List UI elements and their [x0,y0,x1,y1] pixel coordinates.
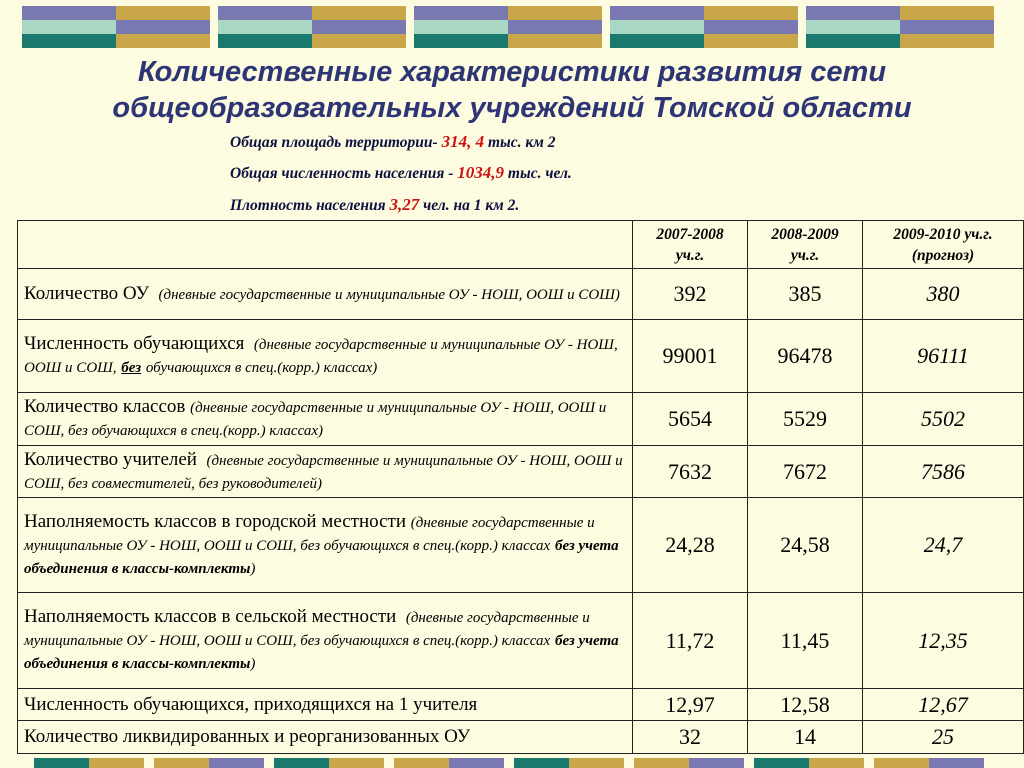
area-value: 314, 4 [441,132,485,151]
row-label: Наполняемость классов в городской местности (дневные государственные и муниципальные ОУ - НОШ, ООШ и СОШ, без обучающихся в спец.(корр.) классах без учета объединения в классы-комплекты) [18,498,633,593]
density-label: Плотность населения [230,197,386,214]
header-2008-2009: 2008-2009 уч.г. [748,221,863,269]
title-line-2: общеобразовательных учреждений Томской области [112,92,912,124]
population-label: Общая численность населения - [230,165,454,182]
row-label: Количество учителей (дневные государственные и муниципальные ОУ - НОШ, ООШ и СОШ, без совместителей, без руководителей) [18,446,633,498]
table-row [18,320,1024,393]
row-value-forecast: 380 [863,269,1024,320]
decor-tile [22,6,210,48]
row-value: 5654 [633,393,748,446]
row-value-forecast: 12,67 [863,689,1024,721]
table-row [18,498,1024,593]
table-row [18,721,1024,754]
row-value: 7632 [633,446,748,498]
row-value-forecast: 5502 [863,393,1024,446]
row-value-forecast: 7586 [863,446,1024,498]
row-value: 11,72 [633,593,748,689]
header-2009-2010: 2009-2010 уч.г. (прогноз) [863,221,1024,269]
decor-tile [610,6,798,48]
decor-tile [154,758,264,768]
row-label: Численность обучающихся, приходящихся на 1 учителя [18,689,633,721]
row-value: 11,45 [748,593,863,689]
statistics-table [17,220,1024,754]
population-info [230,163,572,183]
row-value: 99001 [633,320,748,393]
area-unit: тыс. км 2 [487,134,556,151]
table-row [18,393,1024,446]
table-row [18,689,1024,721]
row-value-forecast: 96111 [863,320,1024,393]
table-row [18,269,1024,320]
area-info [230,132,556,152]
decor-tile [34,758,144,768]
population-value: 1034,9 [457,163,505,182]
row-value: 7672 [748,446,863,498]
density-value: 3,27 [389,195,420,214]
bottom-decorative-band [0,758,1024,768]
header-2007-2008: 2007-2008 уч.г. [633,221,748,269]
page-title [0,54,1024,126]
decor-tile [414,6,602,48]
row-value: 385 [748,269,863,320]
row-label: Количество ликвидированных и реорганизованных ОУ [18,721,633,754]
row-value: 96478 [748,320,863,393]
row-value-forecast: 25 [863,721,1024,754]
row-value: 12,97 [633,689,748,721]
row-label: Численность обучающихся (дневные государственные и муниципальные ОУ - НОШ, ООШ и СОШ, без обучающихся в спец.(корр.) классах) [18,320,633,393]
row-value: 32 [633,721,748,754]
header-empty-cell [18,221,633,269]
title-line-1: Количественные характеристики развития сети [137,56,887,88]
decor-tile [218,6,406,48]
population-unit: тыс. чел. [507,165,572,182]
area-label: Общая площадь территории- [230,134,438,151]
row-value-forecast: 24,7 [863,498,1024,593]
decor-tile [754,758,864,768]
decor-tile [394,758,504,768]
row-value-forecast: 12,35 [863,593,1024,689]
decor-tile [514,758,624,768]
row-label: Количество ОУ (дневные государственные и муниципальные ОУ - НОШ, ООШ и СОШ) [18,269,633,320]
table-header-row [18,221,1024,269]
decor-tile [806,6,994,48]
row-value: 5529 [748,393,863,446]
table-row [18,593,1024,689]
row-value: 14 [748,721,863,754]
decor-tile [634,758,744,768]
row-value: 24,28 [633,498,748,593]
row-label: Количество классов (дневные государственные и муниципальные ОУ - НОШ, ООШ и СОШ, без обучающихся в спец.(корр.) классах) [18,393,633,446]
density-info [230,195,519,215]
row-label: Наполняемость классов в сельской местности (дневные государственные и муниципальные ОУ - НОШ, ООШ и СОШ, без обучающихся в спец.(корр.) классах без учета объединения в классы-комплекты) [18,593,633,689]
decor-tile [274,758,384,768]
table-row [18,446,1024,498]
row-value: 392 [633,269,748,320]
decor-tile [874,758,984,768]
row-value: 12,58 [748,689,863,721]
density-unit: чел. на 1 км 2. [423,197,520,214]
row-value: 24,58 [748,498,863,593]
